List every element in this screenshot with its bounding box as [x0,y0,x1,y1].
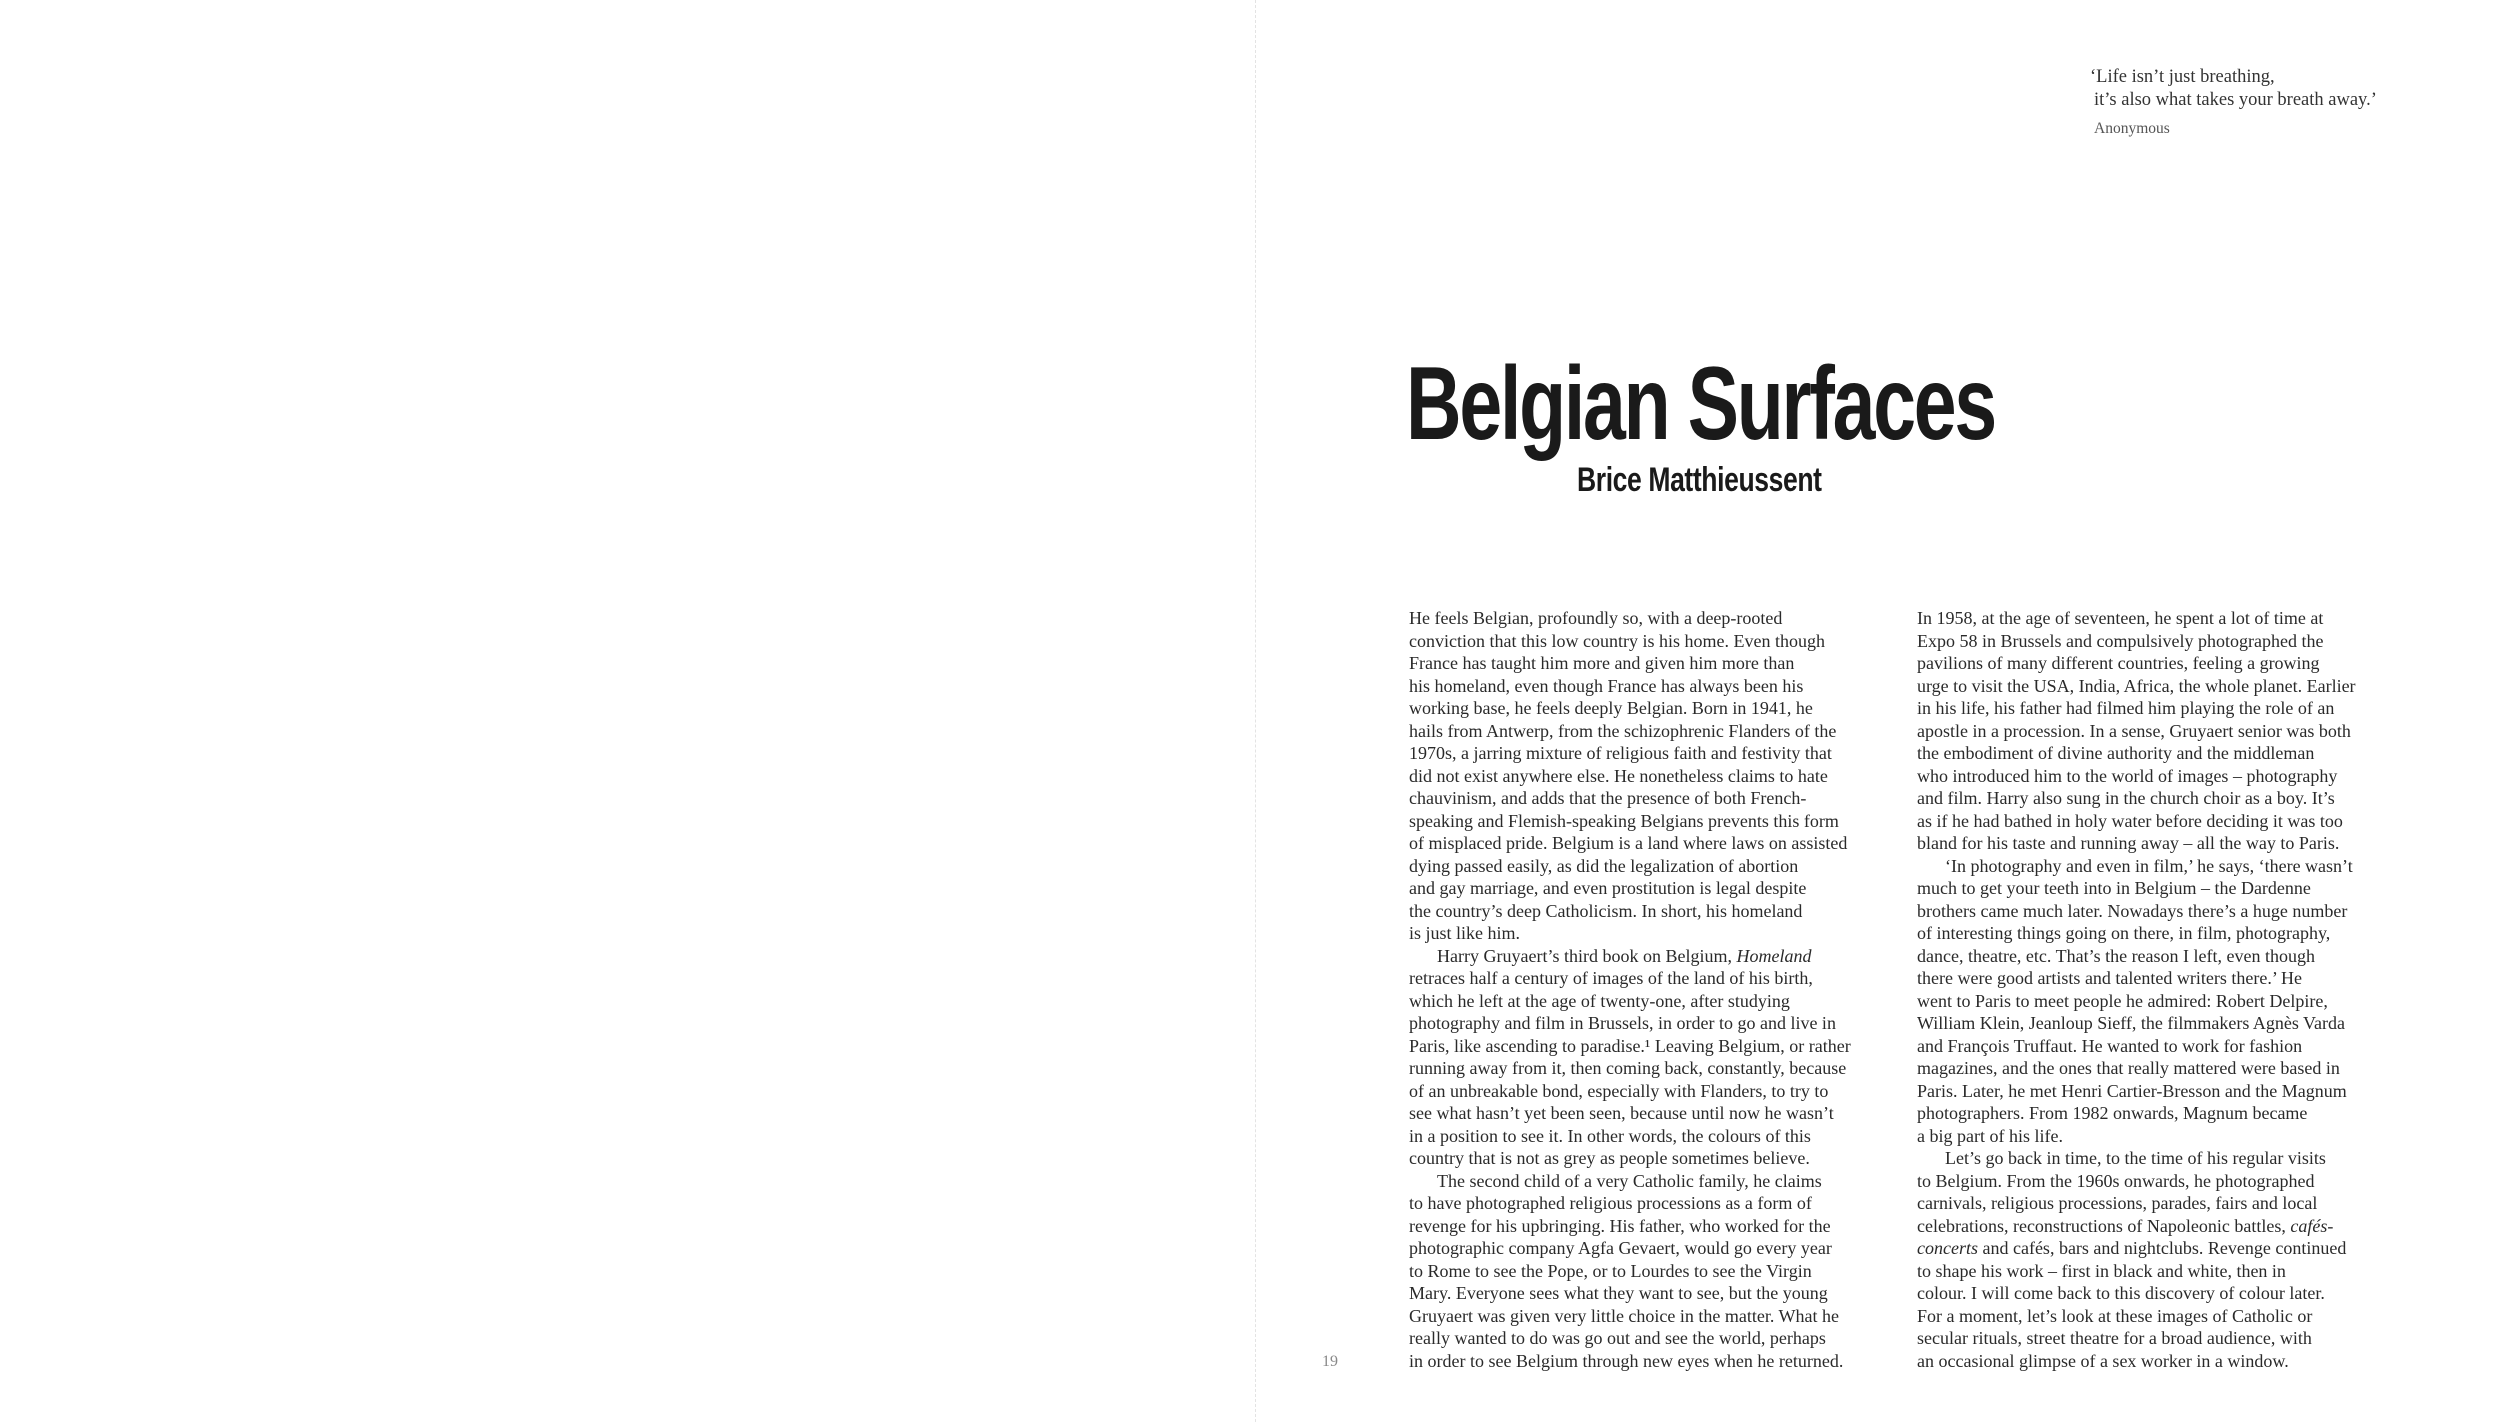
body-text-line: in order to see Belgium through new eyes when he returned. [1409,1350,1844,1371]
body-text-line: and film. Harry also sung in the church choir as a boy. It’s [1917,788,2335,808]
body-text-line: secular rituals, street theatre for a broad audience, with [1917,1328,2312,1348]
body-text-line: hails from Antwerp, from the schizophrenic Flanders of the [1409,720,1837,741]
page-gutter-divider [1255,0,1256,1422]
body-text-line: Paris. Later, he met Henri Cartier-Bresson and the Magnum [1917,1080,2347,1101]
body-text-line: to shape his work – first in black and white, then in [1917,1260,2286,1281]
body-text-line: of an unbreakable bond, especially with Flanders, to try to [1409,1080,1829,1101]
body-text-line: to have photographed religious processions as a form of [1409,1193,1812,1213]
body-text-line: chauvinism, and adds that the presence of both French- [1409,788,1807,808]
body-text-line: in a position to see it. In other words, the colours of this [1409,1125,1811,1146]
body-text-line: an occasional glimpse of a sex worker in a window. [1917,1350,2289,1371]
body-text-line: in his life, his father had filmed him playing the role of an [1917,698,2335,718]
body-text-line: ‘In photography and even in film,’ he says, ‘there wasn’t [1945,855,2353,876]
body-text-line: his homeland, even though France has always been his [1409,675,1804,696]
body-text-line: For a moment, let’s look at these images of Catholic or [1917,1305,2313,1326]
body-text-line: to Belgium. From the 1960s onwards, he photographed [1917,1170,2315,1191]
body-text-line: He feels Belgian, profoundly so, with a deep-rooted [1409,608,1783,628]
body-text-line: Gruyaert was given very little choice in the matter. What he [1409,1305,1840,1326]
body-text-line: colour. I will come back to this discovery of colour later. [1917,1283,2325,1303]
body-text-line: is just like him. [1409,923,1521,943]
body-text-line: dance, theatre, etc. That’s the reason I left, even though [1917,945,2316,966]
epigraph [2090,66,2490,140]
body-text-line: bland for his taste and running away – all the way to Paris. [1917,833,2340,853]
body-text-line: dying passed easily, as did the legalization of abortion [1409,855,1799,876]
epigraph-quote-line-2: it’s also what takes your breath away.’ [2094,90,2377,110]
body-text-line: photography and film in Brussels, in order to go and live in [1409,1013,1836,1033]
body-text-line: working base, he feels deeply Belgian. Born in 1941, he [1409,698,1813,718]
body-text-line: went to Paris to meet people he admired: Robert Delpire, [1917,990,2328,1011]
body-text-line: carnivals, religious processions, parades, fairs and local [1917,1193,2318,1213]
body-text-line: apostle in a procession. In a sense, Gruyaert senior was both [1917,720,2351,741]
body-text-line: photographers. From 1982 onwards, Magnum became [1917,1103,2308,1123]
body-text-line: which he left at the age of twenty-one, after studying [1409,990,1790,1011]
body-text-line: William Klein, Jeanloup Sieff, the filmmakers Agnès Varda [1917,1013,2346,1033]
body-text-line: and François Truffaut. He wanted to work for fashion [1917,1035,2303,1056]
body-text-line: retraces half a century of images of the land of his birth, [1409,968,1813,988]
body-column-right [1917,607,2402,1372]
body-text-line: Let’s go back in time, to the time of his regular visits [1945,1148,2326,1168]
body-text-line: France has taught him more and given him more than [1409,653,1795,673]
body-text-line: much to get your teeth into in Belgium – the Dardenne [1917,878,2311,898]
body-text-line: magazines, and the ones that really mattered were based in [1917,1058,2340,1078]
body-text-line: the country’s deep Catholicism. In short, his homeland [1409,900,1803,921]
body-text-line: as if he had bathed in holy water before deciding it was too [1917,810,2343,831]
body-text-line: of misplaced pride. Belgium is a land where laws on assisted [1409,833,1848,853]
body-text-line: speaking and Flemish-speaking Belgians prevents this form [1409,810,1839,831]
body-text-line: In 1958, at the age of seventeen, he spent a lot of time at [1917,608,2324,628]
body-text-line: brothers came much later. Nowadays there’s a huge number [1917,900,2348,921]
body-text-line: pavilions of many different countries, feeling a growing [1917,653,2320,673]
body-text-line: the embodiment of divine authority and the middleman [1917,743,2315,763]
body-text-line: Expo 58 in Brussels and compulsively photographed the [1917,630,2324,651]
body-text-line: revenge for his upbringing. His father, who worked for the [1409,1215,1831,1236]
body-text-line: concerts and cafés, bars and nightclubs. Revenge continued [1917,1238,2347,1258]
epigraph-attribution: Anonymous [2094,120,2170,137]
body-text-line: Harry Gruyaert’s third book on Belgium, Homeland [1437,945,1812,966]
article-title: Belgian Surfaces [1406,346,1995,462]
body-text-line: country that is not as grey as people sometimes believe. [1409,1148,1810,1168]
body-text-line: a big part of his life. [1917,1125,2063,1146]
body-text-line: 1970s, a jarring mixture of religious faith and festivity that [1409,743,1832,763]
page-number: 19 [1322,1353,1338,1370]
body-text-line: Mary. Everyone sees what they want to see, but the young [1409,1283,1828,1303]
body-text-line: photographic company Agfa Gevaert, would go every year [1409,1238,1832,1258]
body-text-line: to Rome to see the Pope, or to Lourdes to see the Virgin [1409,1260,1812,1281]
body-text-line: there were good artists and talented writers there.’ He [1917,968,2303,988]
body-text-line: running away from it, then coming back, constantly, because [1409,1058,1847,1078]
body-text-line: see what hasn’t yet been seen, because until now he wasn’t [1409,1103,1834,1123]
body-text-line: of interesting things going on there, in film, photography, [1917,923,2331,943]
body-text-line: and gay marriage, and even prostitution is legal despite [1409,878,1807,898]
body-text-line: really wanted to do was go out and see the world, perhaps [1409,1328,1826,1348]
body-text-line: Paris, like ascending to paradise.¹ Leaving Belgium, or rather [1409,1035,1851,1056]
body-text-line: conviction that this low country is his home. Even though [1409,630,1825,651]
epigraph-quote-line-1: ‘Life isn’t just breathing, [2090,67,2275,87]
body-text-line: celebrations, reconstructions of Napoleonic battles, cafés- [1917,1215,2334,1236]
body-text-line: The second child of a very Catholic family, he claims [1437,1170,1822,1191]
body-text-line: urge to visit the USA, India, Africa, the whole planet. Earlier [1917,675,2356,696]
article-author: Brice Matthieussent [1577,461,1822,499]
body-text-line: did not exist anywhere else. He nonetheless claims to hate [1409,765,1828,786]
body-column-left [1409,607,1894,1372]
body-text-line: who introduced him to the world of images – photography [1917,765,2338,786]
